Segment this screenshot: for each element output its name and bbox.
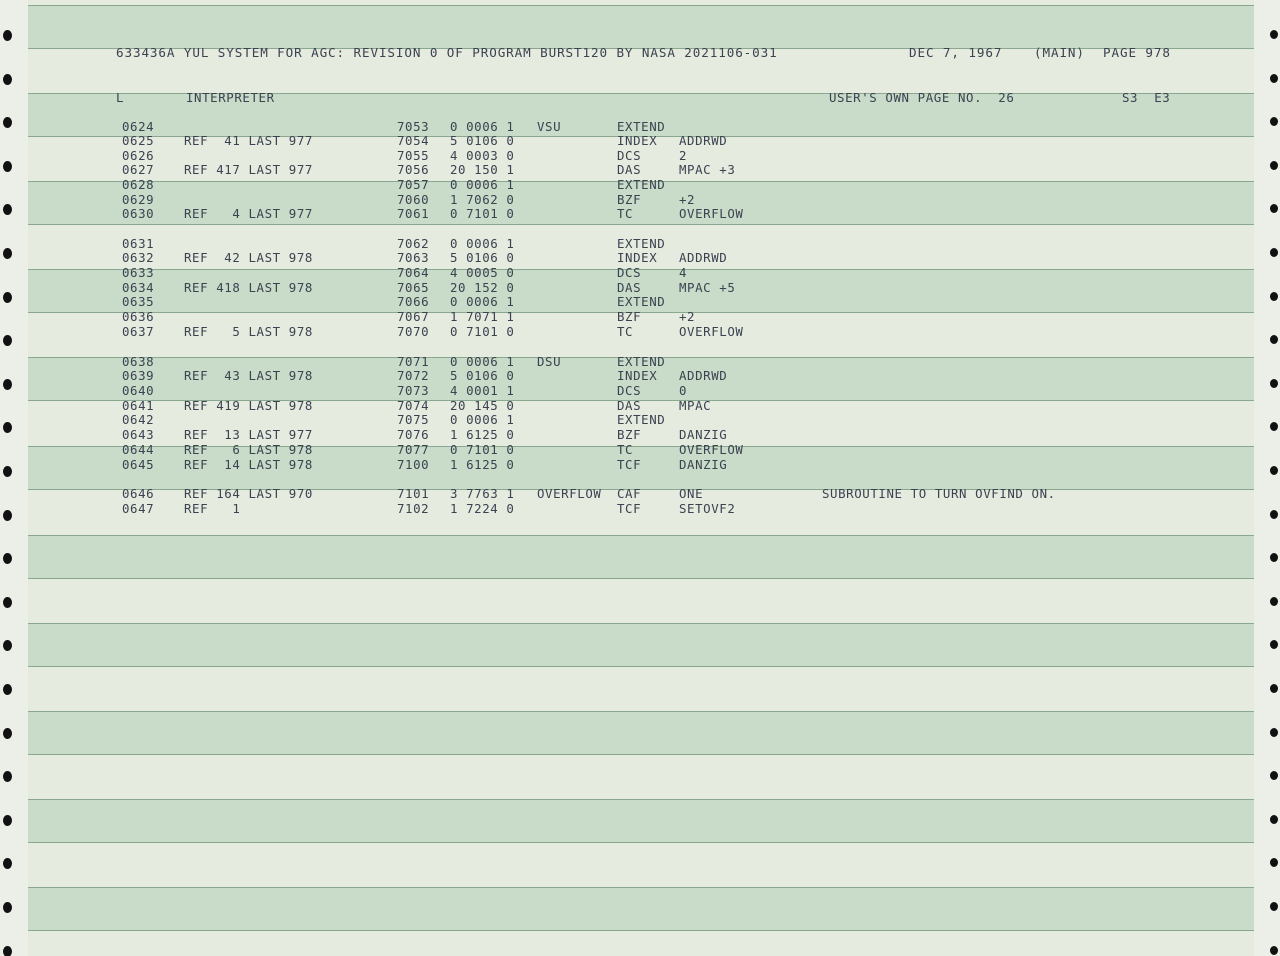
feed-hole (3, 248, 12, 259)
ref-info: REF 164 LAST 970 (184, 486, 313, 501)
line-number: 0635 (122, 294, 155, 309)
address: 7061 (397, 206, 430, 221)
listing-flag: L (116, 90, 125, 105)
feed-hole (1270, 815, 1278, 824)
opcode: BZF (617, 192, 642, 207)
operand: DANZIG (679, 427, 728, 442)
feed-hole (3, 684, 12, 695)
line-number: 0644 (122, 442, 155, 457)
address: 7057 (397, 177, 430, 192)
feed-hole (3, 292, 12, 303)
feed-hole (1270, 30, 1278, 39)
machine-code: 0 0006 1 (450, 177, 515, 192)
line-number: 0632 (122, 250, 155, 265)
opcode: EXTEND (617, 294, 666, 309)
label: VSU (537, 119, 562, 134)
address: 7070 (397, 324, 430, 339)
opcode: INDEX (617, 368, 658, 383)
listing-section: (MAIN) (1034, 45, 1085, 60)
opcode: BZF (617, 427, 642, 442)
feed-hole (1270, 946, 1278, 955)
greenbar-band (28, 711, 1254, 755)
line-number: 0636 (122, 309, 155, 324)
ref-info: REF 6 LAST 978 (184, 442, 313, 457)
operand: 2 (679, 148, 688, 163)
machine-code: 20 145 0 (450, 398, 515, 413)
feed-hole (3, 510, 12, 521)
address: 7066 (397, 294, 430, 309)
machine-code: 1 7071 1 (450, 309, 515, 324)
address: 7053 (397, 119, 430, 134)
machine-code: 0 7101 0 (450, 324, 515, 339)
feed-hole (1270, 74, 1278, 83)
operand: OVERFLOW (679, 324, 744, 339)
feed-hole (3, 74, 12, 85)
greenbar-band (28, 887, 1254, 931)
machine-code: 0 0006 1 (450, 354, 515, 369)
feed-hole (1270, 292, 1278, 301)
address: 7072 (397, 368, 430, 383)
line-number: 0633 (122, 265, 155, 280)
opcode: TC (617, 324, 634, 339)
address: 7073 (397, 383, 430, 398)
operand: ADDRWD (679, 250, 728, 265)
machine-code: 1 7224 0 (450, 501, 515, 516)
operand: ADDRWD (679, 368, 728, 383)
machine-code: 0 0006 1 (450, 119, 515, 134)
feed-hole (3, 728, 12, 739)
opcode: EXTEND (617, 177, 666, 192)
ref-info: REF 1 (184, 501, 241, 516)
feed-hole (1270, 597, 1278, 606)
line-number: 0645 (122, 457, 155, 472)
opcode: BZF (617, 309, 642, 324)
line-number: 0631 (122, 236, 155, 251)
feed-hole (3, 161, 12, 172)
listing-title: 633436A YUL SYSTEM FOR AGC: REVISION 0 OF PROGRAM BURST120 BY NASA 2021106-031 (116, 45, 778, 60)
operand: SETOVF2 (679, 501, 736, 516)
address: 7071 (397, 354, 430, 369)
opcode: TCF (617, 457, 642, 472)
opcode: EXTEND (617, 236, 666, 251)
address: 7075 (397, 412, 430, 427)
machine-code: 1 7062 0 (450, 192, 515, 207)
feed-hole (1270, 466, 1278, 475)
operand: ONE (679, 486, 704, 501)
address: 7056 (397, 162, 430, 177)
address: 7102 (397, 501, 430, 516)
feed-hole (3, 30, 12, 41)
line-number: 0630 (122, 206, 155, 221)
address: 7060 (397, 192, 430, 207)
machine-code: 3 7763 1 (450, 486, 515, 501)
line-number: 0628 (122, 177, 155, 192)
right-tractor-margin (1254, 0, 1280, 956)
greenbar-band (28, 623, 1254, 667)
listing-codes: S3 E3 (1122, 90, 1171, 105)
ref-info: REF 5 LAST 978 (184, 324, 313, 339)
line-number: 0647 (122, 501, 155, 516)
ref-info: REF 4 LAST 977 (184, 206, 313, 221)
label: OVERFLOW (537, 486, 602, 501)
machine-code: 4 0001 1 (450, 383, 515, 398)
address: 7101 (397, 486, 430, 501)
address: 7077 (397, 442, 430, 457)
opcode: INDEX (617, 250, 658, 265)
address: 7064 (397, 265, 430, 280)
page-number: PAGE 978 (1103, 45, 1171, 60)
operand: DANZIG (679, 457, 728, 472)
feed-hole (1270, 379, 1278, 388)
operand: OVERFLOW (679, 442, 744, 457)
operand: MPAC +3 (679, 162, 736, 177)
machine-code: 5 0106 0 (450, 368, 515, 383)
opcode: TC (617, 206, 634, 221)
feed-hole (3, 902, 12, 913)
machine-code: 0 7101 0 (450, 206, 515, 221)
comment: SUBROUTINE TO TURN OVFIND ON. (822, 486, 1056, 501)
feed-hole (3, 466, 12, 477)
machine-code: 1 6125 0 (450, 457, 515, 472)
address: 7065 (397, 280, 430, 295)
line-number: 0629 (122, 192, 155, 207)
machine-code: 4 0005 0 (450, 265, 515, 280)
feed-hole (1270, 728, 1278, 737)
address: 7100 (397, 457, 430, 472)
operand: ADDRWD (679, 133, 728, 148)
opcode: EXTEND (617, 354, 666, 369)
line-number: 0640 (122, 383, 155, 398)
feed-hole (3, 379, 12, 390)
operand: OVERFLOW (679, 206, 744, 221)
line-number: 0641 (122, 398, 155, 413)
opcode: DCS (617, 148, 642, 163)
label: DSU (537, 354, 562, 369)
module-name: INTERPRETER (186, 90, 275, 105)
user-page-number: USER'S OWN PAGE NO. 26 (829, 90, 1015, 105)
left-tractor-margin (0, 0, 28, 956)
line-number: 0625 (122, 133, 155, 148)
address: 7067 (397, 309, 430, 324)
machine-code: 20 152 0 (450, 280, 515, 295)
opcode: DAS (617, 398, 642, 413)
ref-info: REF 14 LAST 978 (184, 457, 313, 472)
feed-hole (1270, 510, 1278, 519)
ref-info: REF 417 LAST 977 (184, 162, 313, 177)
ref-info: REF 41 LAST 977 (184, 133, 313, 148)
ref-info: REF 419 LAST 978 (184, 398, 313, 413)
opcode: EXTEND (617, 119, 666, 134)
feed-hole (3, 597, 12, 608)
listing-date: DEC 7, 1967 (909, 45, 1003, 60)
feed-hole (1270, 248, 1278, 257)
machine-code: 5 0106 0 (450, 250, 515, 265)
greenbar-band (28, 535, 1254, 579)
opcode: TC (617, 442, 634, 457)
greenbar-band (28, 5, 1254, 49)
machine-code: 20 150 1 (450, 162, 515, 177)
line-number: 0643 (122, 427, 155, 442)
address: 7054 (397, 133, 430, 148)
ref-info: REF 418 LAST 978 (184, 280, 313, 295)
address: 7063 (397, 250, 430, 265)
operand: MPAC (679, 398, 712, 413)
opcode: DCS (617, 265, 642, 280)
machine-code: 5 0106 0 (450, 133, 515, 148)
address: 7062 (397, 236, 430, 251)
feed-hole (1270, 161, 1278, 170)
machine-code: 0 7101 0 (450, 442, 515, 457)
address: 7074 (397, 398, 430, 413)
machine-code: 0 0006 1 (450, 294, 515, 309)
operand: MPAC +5 (679, 280, 736, 295)
line-number: 0637 (122, 324, 155, 339)
line-number: 0627 (122, 162, 155, 177)
ref-info: REF 13 LAST 977 (184, 427, 313, 442)
machine-code: 1 6125 0 (450, 427, 515, 442)
line-number: 0626 (122, 148, 155, 163)
opcode: DAS (617, 280, 642, 295)
operand: +2 (679, 192, 696, 207)
feed-hole (1270, 902, 1278, 911)
line-number: 0634 (122, 280, 155, 295)
operand: 0 (679, 383, 688, 398)
address: 7055 (397, 148, 430, 163)
operand: 4 (679, 265, 688, 280)
opcode: INDEX (617, 133, 658, 148)
machine-code: 0 0006 1 (450, 412, 515, 427)
opcode: DCS (617, 383, 642, 398)
line-number: 0639 (122, 368, 155, 383)
machine-code: 0 0006 1 (450, 236, 515, 251)
address: 7076 (397, 427, 430, 442)
ref-info: REF 43 LAST 978 (184, 368, 313, 383)
operand: +2 (679, 309, 696, 324)
opcode: TCF (617, 501, 642, 516)
opcode: CAF (617, 486, 642, 501)
line-number: 0624 (122, 119, 155, 134)
ref-info: REF 42 LAST 978 (184, 250, 313, 265)
line-number: 0646 (122, 486, 155, 501)
machine-code: 4 0003 0 (450, 148, 515, 163)
opcode: DAS (617, 162, 642, 177)
greenbar-band (28, 799, 1254, 843)
feed-hole (3, 815, 12, 826)
line-number: 0642 (122, 412, 155, 427)
feed-hole (3, 946, 12, 956)
opcode: EXTEND (617, 412, 666, 427)
feed-hole (1270, 684, 1278, 693)
line-number: 0638 (122, 354, 155, 369)
